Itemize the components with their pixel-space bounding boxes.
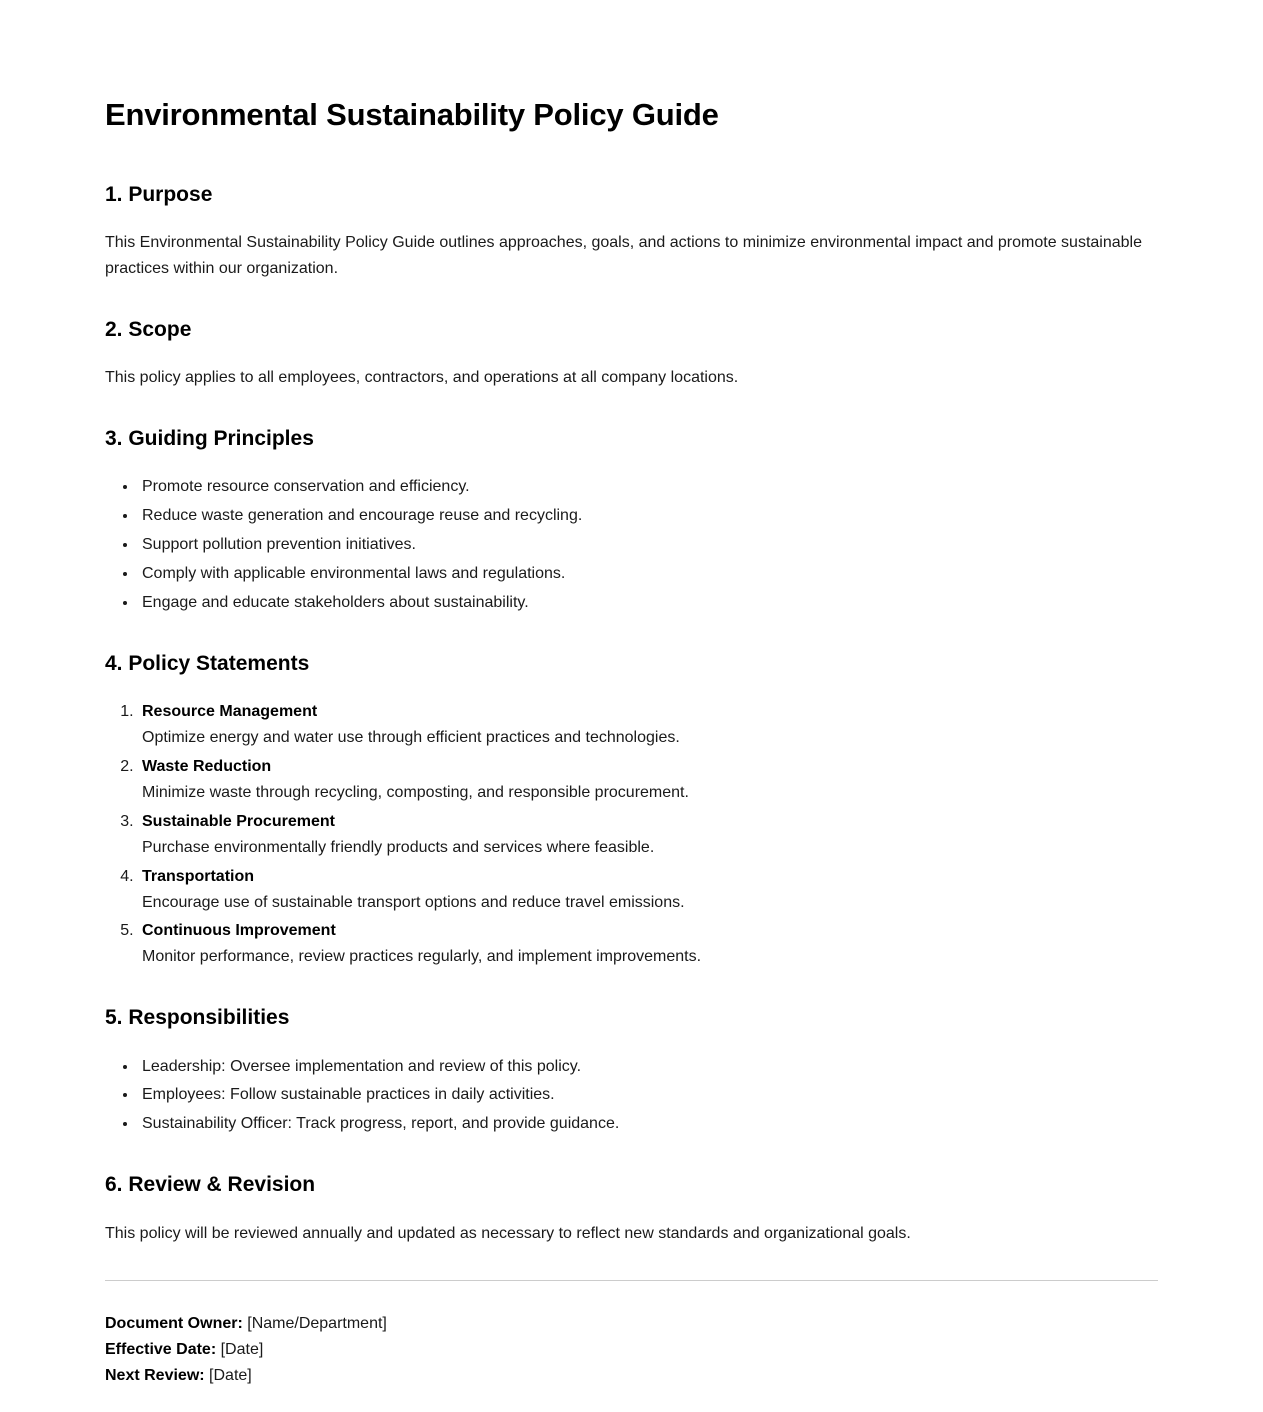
section-heading-responsibilities: 5. Responsibilities [105, 1006, 290, 1030]
section-policy-statements [105, 650, 1158, 970]
guiding-principles-list [105, 474, 1158, 616]
policy-statements-list [105, 699, 1158, 970]
metadata-row-next-review [105, 1363, 1158, 1389]
list-item: • Employees: Follow sustainable practices in daily activities. [138, 1082, 1158, 1108]
section-paragraph-review-revision: This policy will be reviewed annually and updated as necessary to reflect new standards and organizational goals. [105, 1224, 911, 1242]
section-review-revision [105, 1171, 1158, 1246]
section-paragraph-purpose: This Environmental Sustainability Policy Guide outlines approaches, goals, and actions to minimize environmental impact and promote sustainable practices within our organization. [105, 234, 1142, 277]
list-item: • Comply with applicable environmental laws and regulations. [138, 561, 1158, 587]
policy-term: Resource Management [142, 703, 318, 721]
list-item: • Engage and educate stakeholders about sustainability. [138, 590, 1158, 616]
responsibilities-list [105, 1054, 1158, 1138]
metadata-value: [Date] [209, 1367, 252, 1385]
policy-description: Purchase environmentally friendly products and services where feasible. [142, 838, 655, 856]
metadata-label: Next Review: [105, 1367, 205, 1385]
policy-term: Transportation [142, 867, 255, 885]
section-responsibilities [105, 1004, 1158, 1137]
list-item: • Promote resource conservation and efficiency. [138, 474, 1158, 500]
document-metadata [105, 1311, 1158, 1389]
page-title: Environmental Sustainability Policy Guide [105, 97, 719, 132]
list-item: • Sustainability Officer: Track progress, report, and provide guidance. [138, 1111, 1158, 1137]
section-heading-scope: 2. Scope [105, 317, 192, 341]
section-heading-policy-statements: 4. Policy Statements [105, 651, 310, 675]
list-item [138, 699, 1158, 751]
policy-term: Sustainable Procurement [142, 812, 335, 830]
policy-term: Waste Reduction [142, 758, 272, 775]
policy-description: Optimize energy and water use through efficient practices and technologies. [142, 729, 680, 747]
metadata-row-effective-date [105, 1337, 1158, 1363]
section-purpose [105, 181, 1158, 282]
metadata-label: Effective Date: [105, 1341, 217, 1359]
section-heading-review-revision: 6. Review & Revision [105, 1173, 316, 1197]
list-item: • Support pollution prevention initiatives. [138, 532, 1158, 558]
metadata-row-document-owner [105, 1311, 1158, 1337]
section-scope [105, 316, 1158, 391]
list-item [138, 918, 1158, 970]
list-item: • Leadership: Oversee implementation and review of this policy. [138, 1054, 1158, 1080]
list-item [138, 754, 1158, 806]
metadata-value: [Date] [220, 1341, 264, 1359]
section-heading-purpose: 1. Purpose [105, 182, 213, 206]
list-item [138, 864, 1158, 916]
section-heading-guiding-principles: 3. Guiding Principles [105, 427, 314, 451]
metadata-label: Document Owner: [105, 1315, 243, 1333]
list-item [138, 809, 1158, 861]
policy-term: Continuous Improvement [142, 922, 336, 940]
section-guiding-principles [105, 425, 1158, 616]
section-paragraph-scope: This policy applies to all employees, contractors, and operations at all company locations. [105, 369, 739, 387]
policy-description: Monitor performance, review practices regularly, and implement improvements. [142, 948, 702, 966]
policy-description: Minimize waste through recycling, composting, and responsible procurement. [142, 783, 689, 801]
policy-description: Encourage use of sustainable transport options and reduce travel emissions. [142, 893, 685, 911]
list-item: • Reduce waste generation and encourage reuse and recycling. [138, 503, 1158, 529]
footer-divider [105, 1280, 1158, 1281]
metadata-value: [Name/Department] [247, 1315, 387, 1333]
